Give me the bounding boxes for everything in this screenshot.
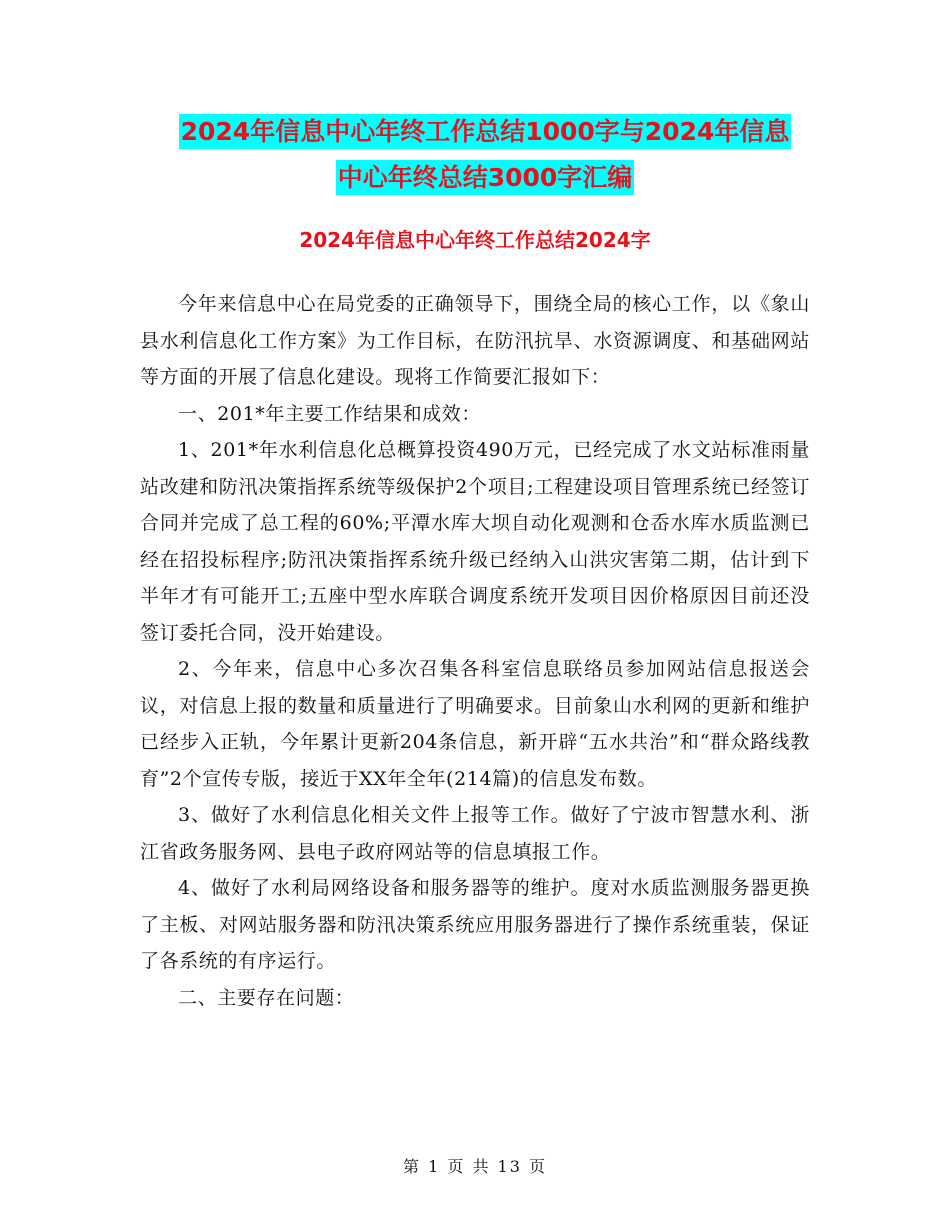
- paragraph-item-2: 2、今年来，信息中心多次召集各科室信息联络员参加网站信息报送会议，对信息上报的数量和质量进行了明确要求。目前象山水利网的更新和维护已经步入正轨，今年累计更新204条信息，新开辟“五水共治”和“群众路线教育”2个宣传专版，接近于XX年全年(214篇)的信息发布数。: [140, 658, 810, 790]
- paragraph-item-1: 1、201*年水利信息化总概算投资490万元，已经完成了水文站标准雨量站改建和防汛决策指挥系统等级保护2个项目;工程建设项目管理系统已经签订合同并完成了总工程的60%;平潭水库大坝自动化观测和仓岙水库水质监测已经在招投标程序;防汛决策指挥系统升级已经纳入山洪灾害第二期，估计到下半年才有可能开工;五座中型水库联合调度系统开发项目因价格原因目前还没签订委托合同，没开始建设。: [140, 439, 810, 644]
- document-title-text-1: 2024年信息中心年终工作总结1000字与2024年信息: [179, 114, 792, 149]
- paragraph-heading-1: 一、201*年主要工作结果和成效：: [178, 402, 481, 425]
- document-body: [140, 286, 810, 1016]
- page-footer: 第 1 页 共 13 页: [403, 1157, 547, 1176]
- section-subtitle: 2024年信息中心年终工作总结2024字: [299, 228, 651, 252]
- paragraph-item-4: 4、做好了水利局网络设备和服务器等的维护。度对水质监测服务器更换了主板、对网站服务器和防汛决策系统应用服务器进行了操作系统重装，保证了各系统的有序运行。: [140, 877, 810, 972]
- document-title-text-2: 中心年终总结3000字汇编: [336, 160, 635, 195]
- paragraph-heading-2: 二、主要存在问题：: [178, 986, 355, 1009]
- paragraph-intro: 今年来信息中心在局党委的正确领导下，围绕全局的核心工作，以《象山县水利信息化工作方案》为工作目标，在防汛抗旱、水资源调度、和基础网站等方面的开展了信息化建设。现将工作简要汇报如下：: [140, 293, 810, 388]
- document-title-line-1: [140, 112, 830, 148]
- document-title-line-2: [140, 158, 830, 194]
- paragraph-item-3: 3、做好了水利信息化相关文件上报等工作。做好了宁波市智慧水利、浙江省政务服务网、县电子政府网站等的信息填报工作。: [140, 804, 810, 863]
